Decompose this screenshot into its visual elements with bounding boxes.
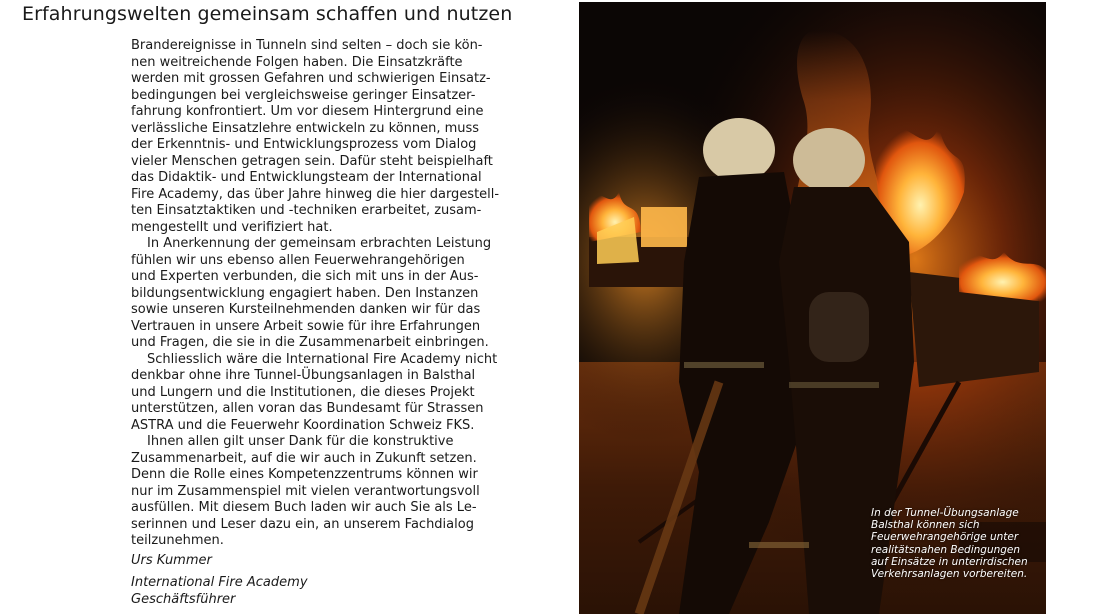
text-line: nur im Zusammenspiel mit vielen verantwortungsvoll bbox=[131, 483, 480, 499]
text-line: das Didaktik- und Entwicklungsteam der International bbox=[131, 170, 482, 185]
text-line: Brandereignisse in Tunneln sind selten – doch sie kön- bbox=[131, 38, 483, 53]
page-title: Erfahrungswelten gemeinsam schaffen und nutzen bbox=[22, 3, 513, 25]
text-line: nen weitreichende Folgen haben. Die Einsatzkräfte bbox=[131, 54, 463, 70]
text-line: verlässliche Einsatzlehre entwickeln zu können, muss bbox=[131, 120, 480, 136]
text-line: ASTRA und die Feuerwehr Koordination Schweiz FKS. bbox=[131, 417, 475, 433]
text-line: fahrung konfrontiert. Um vor diesem Hintergrund eine bbox=[131, 104, 484, 119]
text-line: und Experten verbunden, die sich mit uns in der Aus- bbox=[131, 269, 479, 284]
caption-line: realitätsnahen Bedingungen bbox=[871, 543, 1021, 556]
signature-role: Geschäftsführer bbox=[131, 592, 236, 607]
text-line: Ihnen allen gilt unser Dank für die konstruktive bbox=[147, 434, 454, 449]
text-line: ten Einsatztaktiken und -techniken erarbeitet, zusam- bbox=[131, 203, 482, 218]
text-line: In Anerkennung der gemeinsam erbrachten Leistung bbox=[147, 236, 492, 251]
text-line: der Erkenntnis- und Entwicklungsprozess vom Dialog bbox=[131, 137, 477, 152]
text-line: und Lungern und die Institutionen, die dieses Projekt bbox=[131, 384, 475, 400]
caption-line: auf Einsätze in unterirdischen bbox=[871, 555, 1028, 568]
signature-name: Urs Kummer bbox=[131, 553, 212, 568]
text-line: denkbar ohne ihre Tunnel-Übungsanlagen in Balsthal bbox=[131, 368, 476, 383]
text-line: ausfüllen. Mit diesem Buch laden wir auch Sie als Le- bbox=[131, 500, 477, 515]
signature-organization: International Fire Academy bbox=[131, 575, 308, 590]
paragraph-4 bbox=[131, 434, 511, 550]
text-line: bedingungen bei vergleichsweise geringer Einsatzer- bbox=[131, 87, 476, 103]
caption-line: Verkehrsanlagen vorbereiten. bbox=[871, 568, 1028, 581]
text-line: werden mit grossen Gefahren und schwierigen Einsatz- bbox=[131, 71, 491, 86]
paragraph-3 bbox=[131, 352, 511, 435]
text-line: teilzunehmen. bbox=[131, 533, 224, 548]
text-line: fühlen wir uns ebenso allen Feuerwehrangehörigen bbox=[131, 252, 465, 268]
paragraph-2 bbox=[131, 236, 511, 352]
text-line: Zusammenarbeit, auf die wir auch in Zukunft setzen. bbox=[131, 450, 477, 466]
body-text bbox=[131, 38, 511, 550]
text-line: bildungsentwicklung engagiert haben. Den Instanzen bbox=[131, 285, 479, 301]
caption-line: In der Tunnel-Übungsanlage bbox=[871, 507, 1019, 519]
caption-line: Balsthal können sich bbox=[871, 519, 980, 532]
text-line: unterstützen, allen voran das Bundesamt für Strassen bbox=[131, 401, 484, 416]
text-line: Vertrauen in unsere Arbeit sowie für ihre Erfahrungen bbox=[131, 318, 481, 334]
text-line: serinnen und Leser dazu ein, an unserem Fachdialog bbox=[131, 516, 474, 532]
text-line: mengestellt und verifiziert hat. bbox=[131, 219, 333, 235]
text-line: sowie unseren Kursteilnehmenden danken wir für das bbox=[131, 302, 481, 317]
text-line: Denn die Rolle eines Kompetenzzentrums können wir bbox=[131, 467, 478, 482]
text-line: Schliesslich wäre die International Fire Academy nicht bbox=[147, 351, 498, 367]
photo-caption bbox=[871, 507, 1046, 580]
text-line: und Fragen, die sie in die Zusammenarbeit einbringen. bbox=[131, 335, 489, 350]
caption-line: Feuerwehrangehörige unter bbox=[871, 531, 1019, 544]
text-line: vieler Menschen getragen sein. Dafür steht beispielhaft bbox=[131, 153, 493, 169]
text-line: Fire Academy, das über Jahre hinweg die hier dargestell- bbox=[131, 186, 500, 202]
paragraph-1 bbox=[131, 38, 511, 236]
